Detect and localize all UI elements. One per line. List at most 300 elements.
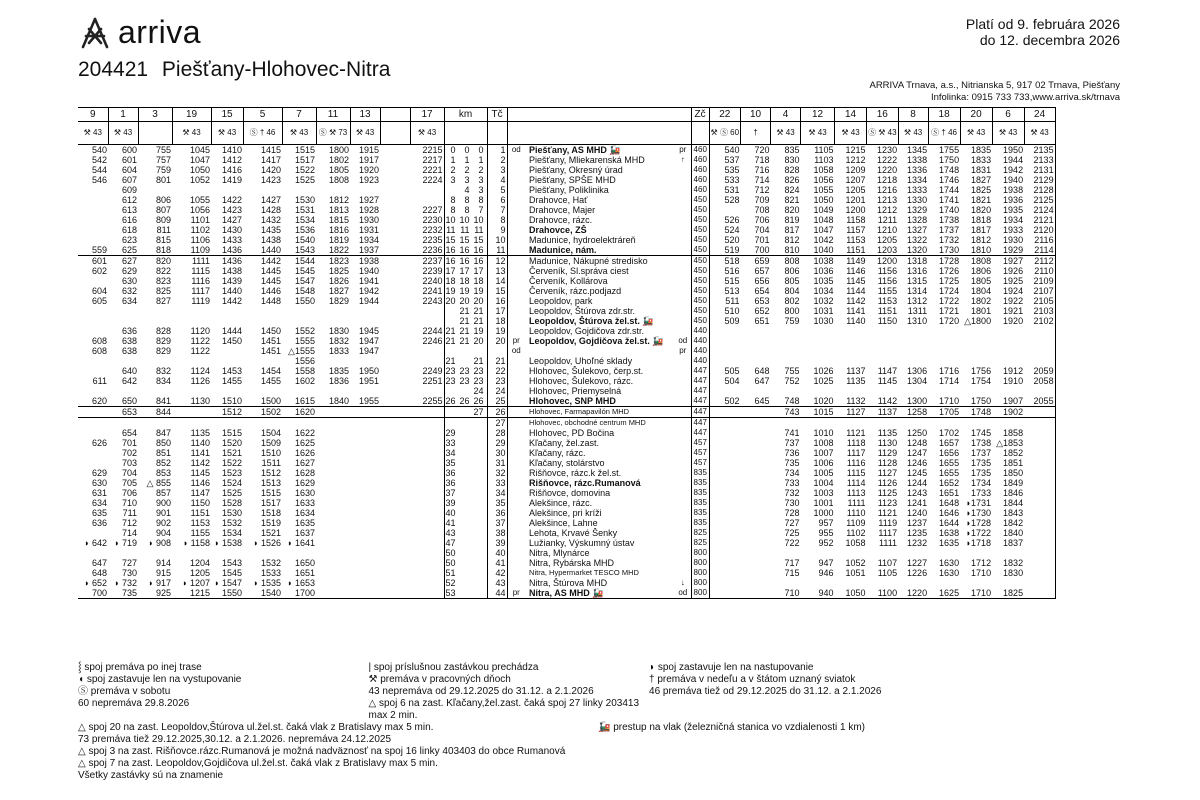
departure-time — [928, 326, 960, 336]
departure-time — [709, 468, 741, 478]
departure-time: 627 — [108, 256, 138, 267]
stop-row — [78, 518, 1055, 528]
km-value — [459, 407, 473, 418]
departure-time — [78, 185, 108, 195]
departure-time: 1806 — [971, 266, 992, 276]
departure-time: 1830 — [328, 326, 349, 336]
km-value — [444, 306, 459, 316]
departure-time: 1051 — [845, 568, 866, 578]
departure-time: 1545 — [221, 568, 242, 578]
departure-time — [316, 458, 350, 468]
km-value: 50 — [445, 548, 456, 558]
departure-time — [243, 316, 282, 326]
departure-time: 820 — [784, 205, 800, 215]
departure-time — [78, 407, 108, 418]
stop-name: Červeník, Kollárova — [529, 276, 608, 286]
km-value: 17 — [445, 266, 456, 276]
departure-time: 1142 — [190, 458, 210, 468]
departure-time — [741, 346, 771, 356]
departure-time: 2112 — [1024, 256, 1055, 267]
departure-time — [410, 548, 444, 558]
departure-time — [709, 386, 741, 396]
departure-time: 1455 — [260, 376, 281, 386]
departure-time: 825 — [155, 286, 171, 296]
departure-time: 1712 — [971, 558, 992, 568]
departure-time: 1415 — [243, 145, 282, 156]
stop-row — [78, 548, 1055, 558]
departure-time: 2131 — [1024, 165, 1055, 175]
departure-time: 1115 — [846, 468, 866, 478]
stop-row — [78, 418, 1055, 429]
departure-time: 853 — [155, 468, 171, 478]
legend-row — [78, 674, 898, 686]
departure-time — [741, 407, 771, 418]
stop-name: Červeník, Sl.správa ciest — [529, 266, 629, 276]
stop-arrival-flag — [507, 407, 525, 418]
departure-time — [1024, 478, 1055, 488]
km-value: 21 — [473, 316, 488, 326]
stop-name: Nitra, Hypermarket TESCO MHD — [529, 568, 639, 577]
stop-direction-flag — [675, 306, 691, 316]
departure-time — [410, 528, 444, 538]
departure-time: 654 — [121, 428, 137, 438]
departure-time: 1810 — [971, 245, 992, 255]
stop-name: Leopoldov, Uhoľné sklady — [529, 356, 633, 366]
departure-time — [709, 326, 741, 336]
stop-direction-flag — [675, 498, 691, 508]
stop-tc: 27 — [487, 418, 507, 429]
departure-time: 1700 — [282, 588, 316, 599]
departure-time — [867, 336, 899, 346]
stop-name: Madunice, nám. — [529, 245, 597, 255]
departure-time: 2059 — [1024, 366, 1055, 376]
departure-time: 1121 — [877, 508, 898, 518]
departure-time: 652 — [754, 306, 770, 316]
departure-time — [835, 356, 867, 366]
km-value: 19 — [473, 286, 488, 296]
departure-time: 802 — [784, 296, 800, 306]
departure-time — [380, 235, 410, 245]
departure-time: 1500 — [260, 396, 281, 406]
departure-time: 1512 — [260, 468, 281, 478]
departure-time: 700 — [754, 245, 770, 255]
km-value: 19 — [459, 286, 470, 296]
departure-time: 1512 — [211, 407, 243, 418]
stop-tc: 44 — [487, 588, 507, 599]
departure-time: 1440 — [221, 286, 242, 296]
stop-direction-flag — [675, 175, 691, 185]
departure-time: 1155 — [877, 286, 898, 296]
km-value — [444, 418, 459, 429]
stop-blank — [507, 122, 691, 145]
km-value: 1 — [450, 155, 456, 165]
departure-time: 616 — [121, 215, 137, 225]
departure-time: 1106 — [190, 235, 210, 245]
departure-time: 1329 — [907, 205, 928, 215]
departure-time: 537 — [724, 155, 740, 165]
stop-name: Nitra, Rybárska MHD — [529, 558, 615, 568]
departure-time — [867, 346, 899, 356]
departure-time: 1125 — [877, 488, 898, 498]
departure-time — [741, 518, 771, 528]
zone-code: 450 — [691, 235, 709, 245]
departure-time: 1935 — [1003, 205, 1024, 215]
departure-time — [928, 548, 960, 558]
departure-time: 1705 — [928, 407, 960, 418]
stop-name: Leopoldov, Štúrova zdr.str. — [529, 306, 635, 316]
departure-time: ◗ 1653 — [287, 578, 315, 588]
departure-time: 2240 — [410, 276, 444, 286]
departure-time — [172, 316, 211, 326]
departure-time: 1121 — [846, 428, 866, 438]
stop-name: Nitra, AS MHD 🚂 — [525, 588, 675, 599]
departure-time: 629 — [121, 266, 137, 276]
departure-time: 1454 — [260, 366, 281, 376]
departure-time: 1315 — [907, 276, 928, 286]
departure-time — [211, 356, 243, 366]
km-value: 21 — [459, 336, 470, 346]
departure-time: 1947 — [358, 346, 379, 356]
km-value: 21 — [445, 326, 456, 336]
departure-time — [316, 518, 350, 528]
departure-time — [1024, 548, 1055, 558]
departure-time: 1157 — [846, 225, 866, 235]
departure-time: 1755 — [928, 145, 960, 156]
stop-direction-flag — [675, 558, 691, 568]
departure-time — [108, 306, 138, 316]
departure-time: 601 — [78, 256, 108, 267]
km-value: 52 — [445, 578, 456, 588]
departure-time: 1511 — [261, 458, 281, 468]
departure-time: 1733 — [971, 488, 992, 498]
departure-time: 1530 — [294, 195, 315, 205]
departure-time — [350, 428, 380, 438]
departure-time: 1243 — [907, 488, 928, 498]
departure-time — [410, 478, 444, 488]
departure-time — [380, 185, 410, 195]
km-value — [459, 418, 473, 429]
stop-tc: 20 — [487, 336, 507, 346]
stop-row — [78, 458, 1055, 468]
departure-time: 1215 — [835, 145, 867, 156]
departure-time — [709, 356, 741, 366]
departure-time — [709, 448, 741, 458]
stop-tc: 36 — [487, 508, 507, 518]
departure-time: 1710 — [971, 568, 992, 578]
stop-tc: 11 — [487, 245, 507, 256]
departure-time: 1536 — [294, 225, 315, 235]
departure-time: 1525 — [221, 488, 242, 498]
departure-time — [1024, 418, 1055, 429]
departure-time — [928, 418, 960, 429]
km-value — [459, 458, 473, 468]
departure-time: 1804 — [971, 286, 992, 296]
departure-time — [709, 205, 741, 215]
departure-time: 1205 — [877, 235, 898, 245]
trip-symbol-cell: ⚒ Ⓢ 60 — [709, 122, 741, 145]
departure-time: 1917 — [358, 155, 379, 165]
stop-direction-flag — [675, 418, 691, 429]
legend-row — [78, 686, 898, 698]
departure-time — [380, 538, 410, 548]
km-value — [473, 558, 488, 568]
departure-time: 847 — [155, 428, 171, 438]
zone-code: 447 — [691, 366, 709, 376]
departure-time: 1802 — [328, 155, 349, 165]
departure-time: 1111 — [879, 538, 898, 548]
departure-time — [350, 458, 380, 468]
km-blank — [444, 122, 487, 145]
departure-time: 1748 — [960, 407, 992, 418]
departure-time — [78, 458, 108, 468]
departure-time: 1436 — [221, 245, 242, 255]
departure-time: 835 — [771, 145, 801, 156]
departure-time: 1445 — [260, 276, 281, 286]
departure-time — [709, 346, 741, 356]
departure-time: 1218 — [877, 175, 898, 185]
departure-time: △ 855 — [146, 478, 171, 488]
operator-address: ARRIVA Trnava, a.s., Nitrianska 5, 917 02 Trnava, Piešťany — [869, 80, 1120, 91]
departure-time: 1455 — [221, 376, 242, 386]
departure-time — [316, 438, 350, 448]
departure-time: 600 — [108, 145, 138, 156]
departure-time — [960, 548, 992, 558]
departure-time: 700 — [78, 588, 108, 599]
departure-time: 809 — [155, 215, 171, 225]
km-value: 20 — [445, 296, 456, 306]
departure-time: 1534 — [294, 215, 315, 225]
stop-direction-flag — [675, 448, 691, 458]
departure-time — [78, 356, 108, 366]
departure-time: 520 — [724, 235, 740, 245]
departure-time: 653 — [754, 296, 770, 306]
departure-time: 1045 — [172, 145, 211, 156]
km-value: 16 — [459, 256, 473, 267]
departure-time: 2232 — [410, 225, 444, 235]
departure-time: 1111 — [172, 256, 211, 267]
trip-number-cell: 16 — [867, 108, 899, 122]
zone-code: 450 — [691, 215, 709, 225]
departure-time: 505 — [724, 366, 740, 376]
brand-logo — [78, 14, 201, 51]
departure-time: 1030 — [813, 316, 834, 326]
departure-time: 1628 — [294, 468, 315, 478]
km-value — [459, 518, 473, 528]
departure-time — [709, 548, 741, 558]
departure-time: 708 — [754, 205, 770, 215]
stop-row — [78, 428, 1055, 438]
departure-time — [867, 356, 899, 366]
departure-time — [78, 195, 108, 205]
stop-row — [78, 205, 1055, 215]
departure-time: 1410 — [211, 145, 243, 156]
departure-time: 1650 — [294, 558, 315, 568]
km-value: 20 — [473, 296, 488, 306]
departure-time — [380, 396, 410, 407]
departure-time: 1100 — [867, 588, 899, 599]
departure-time — [801, 356, 835, 366]
trip-symbol-cell: ⚒ 43 — [801, 122, 835, 145]
departure-time: 1625 — [928, 588, 960, 599]
departure-time: 2230 — [410, 215, 444, 225]
departure-time: 1142 — [877, 396, 898, 406]
zone-code: 447 — [691, 418, 709, 429]
zone-code: 450 — [691, 256, 709, 267]
stop-tc: 17 — [487, 306, 507, 316]
stop-row — [78, 175, 1055, 185]
stop-direction-flag — [675, 296, 691, 306]
departure-time: 955 — [818, 528, 834, 538]
stop-arrival-flag: od — [511, 346, 521, 355]
route-number: 204421 — [78, 58, 149, 81]
departure-time: 1846 — [1003, 488, 1024, 498]
departure-time: 1058 — [813, 165, 834, 175]
departure-time: 1525 — [294, 175, 315, 185]
stop-name: Drahovce, Hať — [529, 195, 588, 205]
stop-row — [78, 256, 1055, 267]
departure-time — [741, 326, 771, 336]
zone-code: 440 — [691, 356, 709, 366]
departure-time: 1150 — [877, 316, 898, 326]
departure-time: 1245 — [907, 468, 928, 478]
departure-time: 1109 — [846, 518, 866, 528]
km-value — [473, 438, 488, 448]
departure-time: 1543 — [221, 558, 242, 568]
departure-time — [835, 386, 867, 396]
departure-time — [741, 548, 771, 558]
departure-time: 1111 — [847, 498, 866, 508]
departure-time: 1304 — [907, 376, 928, 386]
departure-time — [350, 418, 380, 429]
km-value — [473, 498, 488, 508]
departure-time: 1205 — [189, 568, 210, 578]
departure-time: 1921 — [1003, 306, 1024, 316]
departure-time — [316, 548, 350, 558]
departure-time — [709, 528, 741, 538]
departure-time: 1444 — [221, 326, 242, 336]
departure-time: 1852 — [1003, 448, 1024, 458]
departure-time: 1740 — [939, 205, 960, 215]
departure-time: 1940 — [1003, 175, 1024, 185]
departure-time: 1123 — [877, 498, 898, 508]
departure-time — [867, 548, 899, 558]
departure-time — [960, 386, 992, 396]
departure-time: 2236 — [410, 245, 444, 256]
km-value: 34 — [445, 448, 456, 458]
zone-code: 825 — [691, 538, 709, 548]
departure-time: 651 — [754, 316, 770, 326]
zone-code: 835 — [691, 468, 709, 478]
departure-time — [1024, 538, 1055, 548]
departure-time: 2255 — [410, 396, 444, 407]
stop-arrival-flag: pr — [512, 336, 520, 345]
departure-time: 1933 — [1003, 225, 1024, 235]
stop-tc: 40 — [487, 548, 507, 558]
departure-time — [960, 326, 992, 336]
departure-time — [282, 386, 316, 396]
stop-row — [78, 488, 1055, 498]
departure-time: 1442 — [243, 256, 282, 267]
departure-time: 1702 — [939, 428, 960, 438]
trip-symbol-cell: Ⓢ ⚒ 73 — [316, 122, 350, 145]
departure-time: 1448 — [260, 296, 281, 306]
stop-tc: 39 — [487, 538, 507, 548]
departure-time — [410, 306, 444, 316]
departure-time: 1119 — [878, 518, 898, 528]
departure-time: 540 — [78, 145, 108, 156]
departure-time — [771, 326, 801, 336]
departure-time: 1750 — [971, 396, 992, 406]
departure-time — [867, 386, 899, 396]
departure-time: 759 — [155, 165, 171, 175]
departure-time: 1923 — [358, 175, 379, 185]
departure-time: 2243 — [410, 296, 444, 306]
departure-time — [992, 386, 1024, 396]
stop-direction-flag — [675, 488, 691, 498]
departure-time: 1130 — [190, 396, 210, 406]
stop-tc: 42 — [487, 568, 507, 578]
km-value: 19 — [445, 286, 456, 296]
departure-time: 1040 — [813, 245, 834, 255]
departure-time: 1445 — [260, 266, 281, 276]
departure-time: 1427 — [260, 195, 281, 205]
departure-time: 642 — [121, 376, 137, 386]
departure-time — [282, 418, 316, 429]
departure-time — [801, 418, 835, 429]
zone-code: 450 — [691, 266, 709, 276]
zone-code: 450 — [691, 205, 709, 215]
departure-time: 1924 — [1003, 286, 1024, 296]
departure-time: 1118 — [846, 438, 866, 448]
departure-time — [1024, 458, 1055, 468]
stop-tc — [487, 346, 507, 356]
departure-time — [380, 438, 410, 448]
departure-time — [898, 326, 928, 336]
departure-time: 1241 — [907, 498, 928, 508]
departure-time: 1213 — [877, 195, 898, 205]
departure-time: 2125 — [1024, 195, 1055, 205]
km-value: 36 — [445, 468, 456, 478]
departure-time: 1212 — [845, 155, 866, 165]
departure-time — [350, 468, 380, 478]
departure-time: ◗1718 — [965, 538, 992, 548]
departure-time — [709, 336, 741, 346]
departure-time — [350, 478, 380, 488]
departure-time: 1006 — [813, 458, 834, 468]
stop-tc: 43 — [487, 578, 507, 588]
departure-time: 602 — [91, 266, 107, 276]
departure-time: 1417 — [260, 155, 281, 165]
km-value — [459, 468, 473, 478]
stop-name: Madunice, Nákupné stredisko — [525, 256, 675, 267]
departure-time: 718 — [754, 155, 770, 165]
trip-number-cell: 9 — [78, 108, 108, 122]
departure-time: 1630 — [294, 488, 315, 498]
zone-code: 447 — [691, 396, 709, 407]
stop-name: Hlohovec, SNP MHD — [529, 396, 616, 406]
stop-name: Rišňovce, domovina — [529, 488, 611, 498]
trip-number-cell: 1 — [108, 108, 138, 122]
departure-time — [1024, 568, 1055, 578]
departure-time: 1738 — [971, 438, 992, 448]
stop-row — [78, 145, 1055, 156]
departure-time: 635 — [91, 508, 107, 518]
km-value: 0 — [459, 145, 473, 156]
stop-arrival-flag — [507, 468, 525, 478]
departure-time: 531 — [724, 185, 740, 195]
departure-time — [709, 428, 741, 438]
trip-symbol-cell: ⚒ 43 — [992, 122, 1024, 145]
